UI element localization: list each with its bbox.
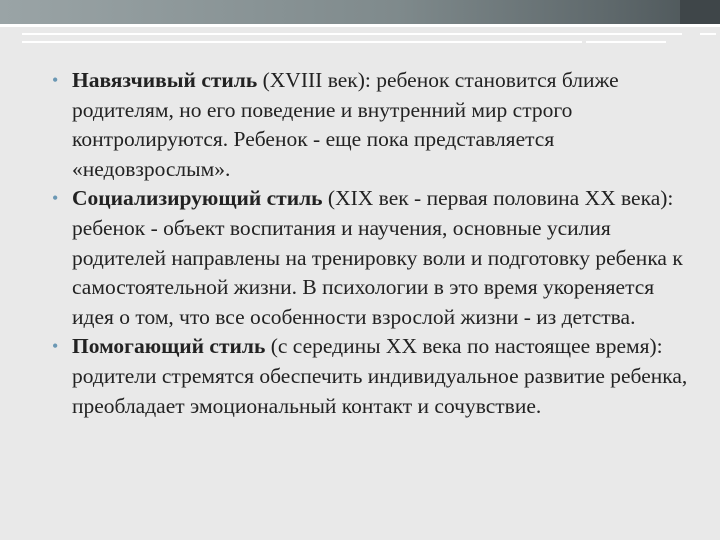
bullet-list: [52, 66, 692, 421]
list-item: [52, 66, 692, 184]
slide-content: [52, 66, 692, 421]
list-item: [52, 184, 692, 332]
item-text: (с середины XX века по настоящее время): родители стремятся обеспечить индивидуальное развитие ребенка, преобладает эмоциональный контакт и сочувствие.: [72, 334, 688, 418]
item-title: Социализирующий стиль: [72, 186, 323, 211]
header-divider: [0, 24, 720, 27]
corner-block: [680, 0, 720, 24]
bullet-icon: •: [52, 70, 59, 90]
bullet-icon: •: [52, 188, 59, 209]
list-item: [52, 332, 692, 421]
item-text: (XIX век - первая половина XX века): ребенок - объект воспитания и научения, основные усилия родителей направлены на тренировку воли и подготовку ребенка к самостоятельной жизни. В психологии в это время укореняется идея о том, что все особенности взрослой жизни - из детства.: [72, 186, 683, 329]
decor-line: [22, 33, 682, 35]
decor-line: [700, 33, 716, 35]
bullet-icon: •: [52, 336, 59, 357]
item-text: (XVIII век): ребенок становится ближе родителям, но его поведение и внутренний мир строго контролируются. Ребенок - еще пока представляется «недовзрослым».: [72, 68, 619, 181]
decor-line: [586, 41, 666, 43]
decor-line: [22, 41, 582, 43]
item-title: Навязчивый стиль: [72, 68, 258, 92]
title-bar-band: [0, 0, 720, 24]
item-title: Помогающий стиль: [72, 334, 266, 359]
